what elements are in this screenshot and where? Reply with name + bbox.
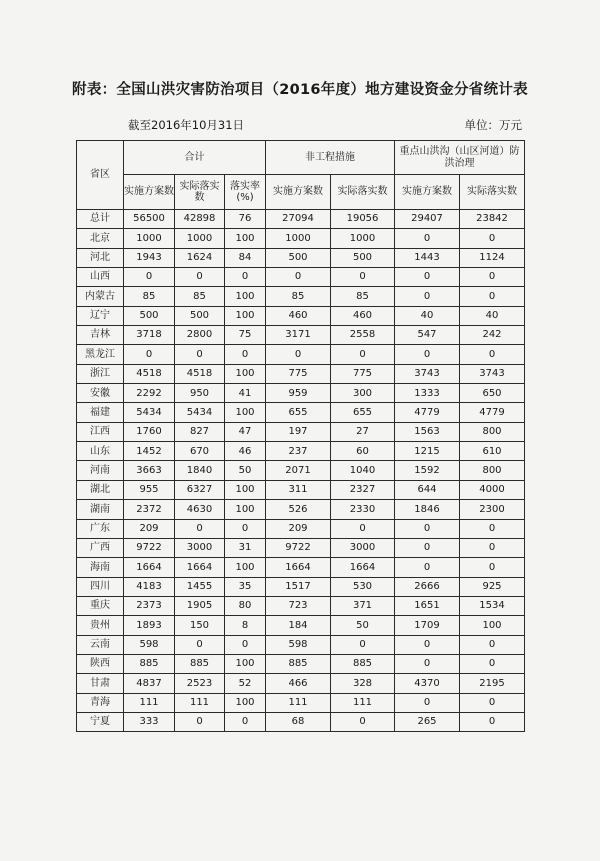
row-province: 海南: [77, 558, 124, 577]
table-cell: 100: [225, 693, 266, 712]
table-cell: 3000: [175, 538, 225, 557]
table-cell: 650: [460, 384, 525, 403]
table-cell: 1651: [395, 596, 460, 615]
table-cell: 31: [225, 538, 266, 557]
table-cell: 1040: [331, 461, 395, 480]
table-cell: 2195: [460, 674, 525, 693]
table-row: [77, 326, 525, 345]
table-cell: 670: [175, 442, 225, 461]
date-note: 截至2016年10月31日: [128, 118, 245, 132]
table-row: [77, 268, 525, 287]
table-cell: 111: [331, 693, 395, 712]
row-province: 北京: [77, 229, 124, 248]
table-cell: 1333: [395, 384, 460, 403]
table-cell: 27094: [266, 210, 331, 229]
table-cell: 371: [331, 596, 395, 615]
table-cell: 5434: [124, 403, 175, 422]
table-cell: 46: [225, 442, 266, 461]
table-cell: 1455: [175, 577, 225, 596]
row-province: 浙江: [77, 364, 124, 383]
table-cell: 0: [225, 345, 266, 364]
table-cell: 9722: [124, 538, 175, 557]
table-cell: 35: [225, 577, 266, 596]
row-province: 江西: [77, 422, 124, 441]
table-cell: 4183: [124, 577, 175, 596]
table-cell: 0: [331, 268, 395, 287]
table-cell: 0: [175, 519, 225, 538]
table-cell: 311: [266, 480, 331, 499]
table-cell: 0: [460, 712, 525, 731]
table-cell: 85: [124, 287, 175, 306]
table-cell: 598: [124, 635, 175, 654]
row-province: 福建: [77, 403, 124, 422]
header-actual: 实际落实数: [175, 175, 225, 210]
table-cell: 29407: [395, 210, 460, 229]
table-cell: 885: [175, 654, 225, 673]
table-row: [77, 422, 525, 441]
table-cell: 111: [266, 693, 331, 712]
table-cell: 100: [225, 480, 266, 499]
table-cell: 150: [175, 616, 225, 635]
table-row: [77, 364, 525, 383]
table-cell: 0: [460, 345, 525, 364]
table-cell: 655: [266, 403, 331, 422]
table-cell: 76: [225, 210, 266, 229]
header-planned: 实施方案数: [266, 175, 331, 210]
table-cell: 100: [225, 229, 266, 248]
table-cell: 4630: [175, 500, 225, 519]
row-province: 辽宁: [77, 306, 124, 325]
table-cell: 242: [460, 326, 525, 345]
table-cell: 6327: [175, 480, 225, 499]
row-province: 湖北: [77, 480, 124, 499]
statistics-table: [76, 140, 525, 732]
table-cell: 500: [331, 248, 395, 267]
table-cell: 2666: [395, 577, 460, 596]
table-cell: 885: [266, 654, 331, 673]
table-cell: 68: [266, 712, 331, 731]
table-cell: 9722: [266, 538, 331, 557]
table-cell: 0: [460, 558, 525, 577]
table-cell: 1840: [175, 461, 225, 480]
table-row: [77, 616, 525, 635]
table-cell: 1664: [175, 558, 225, 577]
row-province: 河南: [77, 461, 124, 480]
table-cell: 644: [395, 480, 460, 499]
row-province: 甘肃: [77, 674, 124, 693]
table-cell: 1624: [175, 248, 225, 267]
table-cell: 40: [460, 306, 525, 325]
table-row: [77, 210, 525, 229]
table-cell: 1664: [331, 558, 395, 577]
table-cell: 4370: [395, 674, 460, 693]
table-cell: 100: [225, 364, 266, 383]
table-cell: 0: [266, 345, 331, 364]
table-row: [77, 403, 525, 422]
table-cell: 1000: [175, 229, 225, 248]
row-province: 河北: [77, 248, 124, 267]
row-province: 总计: [77, 210, 124, 229]
table-cell: 52: [225, 674, 266, 693]
row-province: 安徽: [77, 384, 124, 403]
table-cell: 2800: [175, 326, 225, 345]
table-cell: 0: [331, 519, 395, 538]
table-cell: 1215: [395, 442, 460, 461]
table-row: [77, 248, 525, 267]
table-cell: 2373: [124, 596, 175, 615]
row-province: 广西: [77, 538, 124, 557]
table-cell: 2300: [460, 500, 525, 519]
table-cell: 0: [225, 712, 266, 731]
table-cell: 85: [175, 287, 225, 306]
table-cell: 237: [266, 442, 331, 461]
table-row: [77, 345, 525, 364]
row-province: 贵州: [77, 616, 124, 635]
row-province: 宁夏: [77, 712, 124, 731]
table-row: [77, 442, 525, 461]
table-cell: 85: [331, 287, 395, 306]
table-cell: 0: [395, 693, 460, 712]
table-row: [77, 461, 525, 480]
table-cell: 1124: [460, 248, 525, 267]
table-cell: 1443: [395, 248, 460, 267]
row-province: 青海: [77, 693, 124, 712]
table-cell: 885: [124, 654, 175, 673]
table-cell: 50: [225, 461, 266, 480]
table-cell: 100: [225, 287, 266, 306]
table-cell: 0: [266, 268, 331, 287]
table-cell: 0: [175, 268, 225, 287]
table-cell: 0: [460, 635, 525, 654]
table-cell: 925: [460, 577, 525, 596]
table-cell: 0: [175, 712, 225, 731]
table-row: [77, 500, 525, 519]
table-cell: 598: [266, 635, 331, 654]
unit-note: 单位：万元: [464, 118, 522, 132]
table-cell: 47: [225, 422, 266, 441]
table-cell: 1517: [266, 577, 331, 596]
table-cell: 2558: [331, 326, 395, 345]
table-cell: 100: [460, 616, 525, 635]
table-cell: 0: [395, 268, 460, 287]
table-row: [77, 712, 525, 731]
table-cell: 723: [266, 596, 331, 615]
table-row: [77, 674, 525, 693]
table-cell: 300: [331, 384, 395, 403]
table-cell: 500: [175, 306, 225, 325]
table-cell: 0: [395, 558, 460, 577]
table-cell: 209: [124, 519, 175, 538]
table-cell: 56500: [124, 210, 175, 229]
table-cell: 0: [175, 345, 225, 364]
table-cell: 610: [460, 442, 525, 461]
table-cell: 3743: [395, 364, 460, 383]
table-cell: 333: [124, 712, 175, 731]
table-cell: 0: [460, 287, 525, 306]
header-actual: 实际落实数: [331, 175, 395, 210]
table-cell: 1905: [175, 596, 225, 615]
header-planned: 实施方案数: [395, 175, 460, 210]
table-cell: 2292: [124, 384, 175, 403]
row-province: 重庆: [77, 596, 124, 615]
table-cell: 0: [225, 519, 266, 538]
table-cell: 885: [331, 654, 395, 673]
header-actual: 实际落实数: [460, 175, 525, 210]
table-cell: 100: [225, 306, 266, 325]
table-row: [77, 519, 525, 538]
table-cell: 0: [331, 712, 395, 731]
table-cell: 4837: [124, 674, 175, 693]
table-cell: 4779: [460, 403, 525, 422]
table-cell: 530: [331, 577, 395, 596]
table-row: [77, 229, 525, 248]
table-cell: 19056: [331, 210, 395, 229]
table-cell: 2523: [175, 674, 225, 693]
table-cell: 75: [225, 326, 266, 345]
table-cell: 84: [225, 248, 266, 267]
table-cell: 0: [395, 345, 460, 364]
table-cell: 209: [266, 519, 331, 538]
table-cell: 1452: [124, 442, 175, 461]
table-cell: 0: [395, 287, 460, 306]
table-cell: 100: [225, 403, 266, 422]
table-cell: 184: [266, 616, 331, 635]
page-title: 附表：全国山洪灾害防治项目（2016年度）地方建设资金分省统计表: [72, 82, 528, 98]
table-cell: 1534: [460, 596, 525, 615]
header-planned: 实施方案数: [124, 175, 175, 210]
table-cell: 2330: [331, 500, 395, 519]
table-cell: 111: [124, 693, 175, 712]
table-cell: 526: [266, 500, 331, 519]
table-cell: 0: [395, 654, 460, 673]
table-cell: 655: [331, 403, 395, 422]
table-cell: 0: [124, 268, 175, 287]
table-cell: 4518: [124, 364, 175, 383]
header-total: 合计: [124, 141, 266, 175]
table-cell: 0: [460, 654, 525, 673]
table-cell: 0: [460, 229, 525, 248]
table-cell: 0: [225, 635, 266, 654]
table-row: [77, 693, 525, 712]
table-cell: 1709: [395, 616, 460, 635]
table-cell: 800: [460, 461, 525, 480]
table-cell: 0: [460, 693, 525, 712]
row-province: 吉林: [77, 326, 124, 345]
table-row: [77, 654, 525, 673]
table-cell: 42898: [175, 210, 225, 229]
table-cell: 0: [460, 519, 525, 538]
table-cell: 3000: [331, 538, 395, 557]
row-province: 陕西: [77, 654, 124, 673]
table-cell: 0: [460, 268, 525, 287]
table-cell: 0: [331, 635, 395, 654]
table-cell: 80: [225, 596, 266, 615]
table-cell: 1943: [124, 248, 175, 267]
table-cell: 0: [395, 519, 460, 538]
table-cell: 959: [266, 384, 331, 403]
table-cell: 0: [395, 229, 460, 248]
table-cell: 1000: [266, 229, 331, 248]
table-cell: 460: [331, 306, 395, 325]
table-cell: 60: [331, 442, 395, 461]
table-cell: 100: [225, 500, 266, 519]
table-cell: 2372: [124, 500, 175, 519]
table-cell: 775: [266, 364, 331, 383]
table-cell: 500: [124, 306, 175, 325]
row-province: 山西: [77, 268, 124, 287]
table-cell: 2327: [331, 480, 395, 499]
row-province: 山东: [77, 442, 124, 461]
table-cell: 111: [175, 693, 225, 712]
row-province: 云南: [77, 635, 124, 654]
table-cell: 775: [331, 364, 395, 383]
table-cell: 1000: [331, 229, 395, 248]
table-row: [77, 558, 525, 577]
table-cell: 3718: [124, 326, 175, 345]
table-cell: 0: [395, 538, 460, 557]
table-row: [77, 384, 525, 403]
table-cell: 0: [331, 345, 395, 364]
table-body: [77, 210, 525, 732]
table-cell: 3663: [124, 461, 175, 480]
header-non-engineering: 非工程措施: [266, 141, 395, 175]
table-cell: 85: [266, 287, 331, 306]
table-row: [77, 287, 525, 306]
table-cell: 41: [225, 384, 266, 403]
row-province: 内蒙古: [77, 287, 124, 306]
table-cell: 0: [124, 345, 175, 364]
table-cell: 1664: [124, 558, 175, 577]
table-cell: 955: [124, 480, 175, 499]
table-cell: 950: [175, 384, 225, 403]
table-cell: 4000: [460, 480, 525, 499]
table-cell: 0: [395, 635, 460, 654]
table-cell: 40: [395, 306, 460, 325]
table-row: [77, 306, 525, 325]
table-cell: 827: [175, 422, 225, 441]
table-cell: 3743: [460, 364, 525, 383]
table-cell: 1563: [395, 422, 460, 441]
table-cell: 1893: [124, 616, 175, 635]
table-row: [77, 538, 525, 557]
row-province: 黑龙江: [77, 345, 124, 364]
table-row: [77, 596, 525, 615]
table-row: [77, 480, 525, 499]
table-cell: 265: [395, 712, 460, 731]
table-cell: 3171: [266, 326, 331, 345]
table-cell: 4518: [175, 364, 225, 383]
table-cell: 23842: [460, 210, 525, 229]
table-cell: 1592: [395, 461, 460, 480]
table-cell: 2071: [266, 461, 331, 480]
table-cell: 547: [395, 326, 460, 345]
table-cell: 328: [331, 674, 395, 693]
table-cell: 1760: [124, 422, 175, 441]
table-cell: 8: [225, 616, 266, 635]
table-cell: 0: [460, 538, 525, 557]
row-province: 湖南: [77, 500, 124, 519]
table-cell: 5434: [175, 403, 225, 422]
header-rate: 落实率(%): [225, 175, 266, 210]
table-cell: 466: [266, 674, 331, 693]
table-cell: 27: [331, 422, 395, 441]
table-cell: 197: [266, 422, 331, 441]
header-province: 省区: [77, 141, 124, 210]
row-province: 四川: [77, 577, 124, 596]
table-cell: 4779: [395, 403, 460, 422]
row-province: 广东: [77, 519, 124, 538]
table-cell: 1664: [266, 558, 331, 577]
table-cell: 500: [266, 248, 331, 267]
table-cell: 1846: [395, 500, 460, 519]
table-row: [77, 577, 525, 596]
table-cell: 100: [225, 558, 266, 577]
table-cell: 0: [175, 635, 225, 654]
header-key-gully-control: 重点山洪沟（山区河道）防洪治理: [395, 141, 525, 175]
table-row: [77, 635, 525, 654]
table-cell: 0: [225, 268, 266, 287]
table-cell: 460: [266, 306, 331, 325]
table-cell: 50: [331, 616, 395, 635]
table-cell: 800: [460, 422, 525, 441]
table-cell: 1000: [124, 229, 175, 248]
table-cell: 100: [225, 654, 266, 673]
